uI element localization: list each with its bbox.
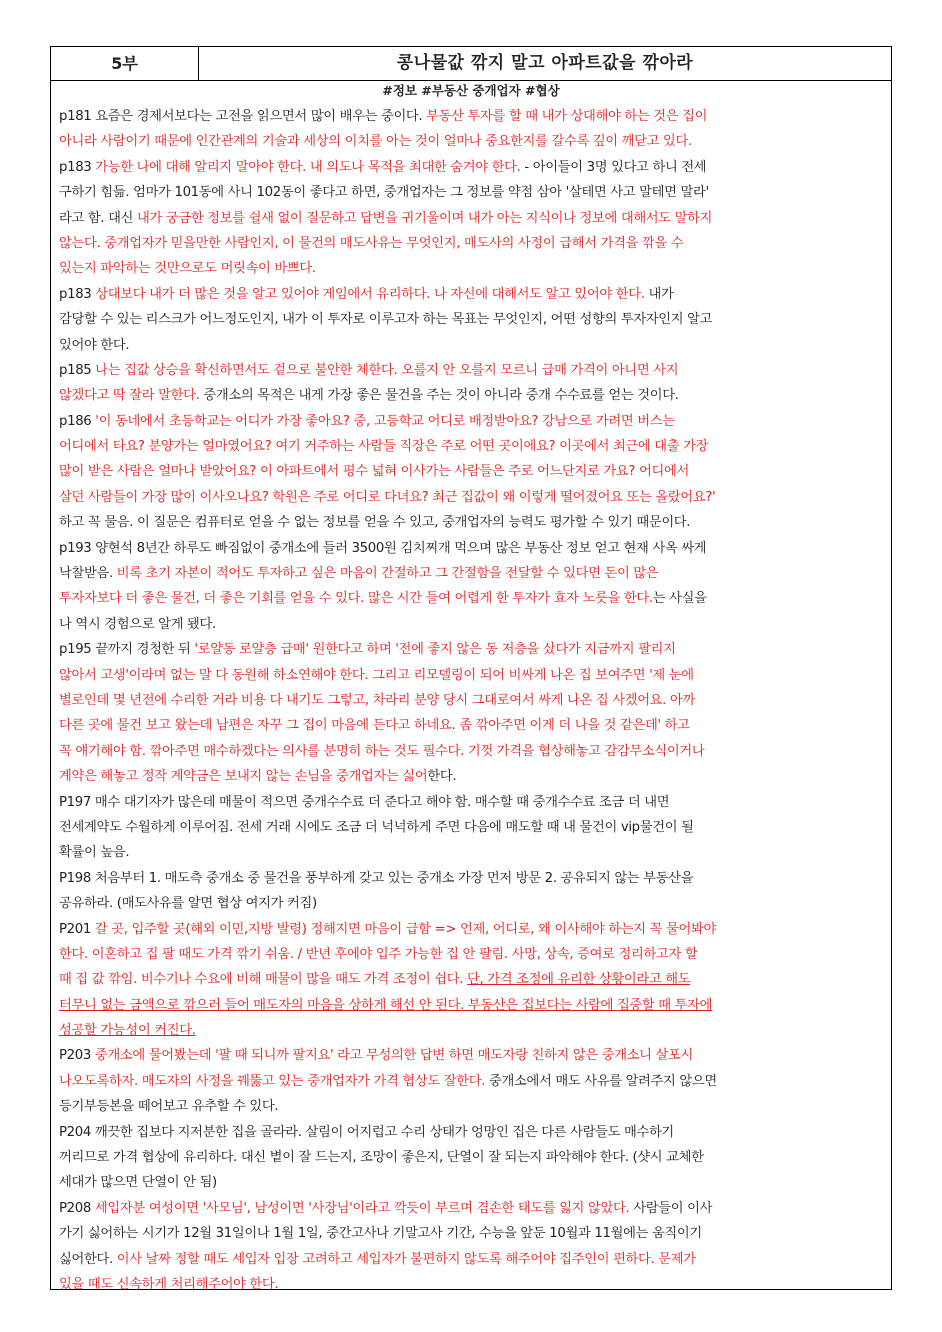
text-segment: 아니라 사람이기 때문에 인간관계의 기술과 세상의 이치를 아는 것이 얼마나 중요한지를 갈수록 깊이 깨닫고 있다. — [59, 134, 692, 150]
text-segment: 성공할 가능성이 커진다. — [59, 1023, 196, 1039]
text-line — [59, 866, 883, 891]
text-segment: 낙찰받음. — [59, 566, 117, 582]
text-line — [59, 536, 883, 561]
text-line — [59, 891, 883, 916]
text-segment: 않아서 고생'이라며 없는 말 다 동원해 하소연해야 한다. 그리고 리모델링이 되어 비싸게 나온 집 보여주면 '제 눈에 — [59, 667, 694, 683]
text-segment: 이사 날짜 정할 때도 세입자 입장 고려하고 세입자가 불편하지 않도록 해주어야 집주인이 편하다. 문제가 — [116, 1251, 696, 1267]
text-segment: 는 사실을 — [652, 591, 707, 607]
text-segment: P203 — [59, 1048, 95, 1064]
text-line — [59, 917, 883, 942]
text-line — [59, 409, 883, 434]
text-line — [59, 1018, 883, 1043]
text-segment: P201 — [59, 921, 95, 937]
text-segment: 하고 꼭 물음. 이 질문은 컴퓨터로 얻을 수 없는 정보를 얻을 수 있고, 중개업자의 능력도 평가할 수 있기 때문이다. — [59, 515, 691, 531]
text-segment: 가기 싫어하는 시기가 12월 31일이나 1월 1일, 중간고사나 기말고사 기간, 수능을 앞둔 10월과 11월에는 움직이기 — [59, 1226, 702, 1242]
text-line — [59, 586, 883, 611]
text-line — [59, 1069, 883, 1094]
text-line — [59, 942, 883, 967]
text-segment: 계약은 해놓고 정작 계약금은 보내지 않는 손님을 중개업자는 싫어 — [59, 769, 428, 785]
text-line — [59, 180, 883, 205]
text-line — [59, 1196, 883, 1221]
text-line — [59, 510, 883, 535]
text-line — [59, 1170, 883, 1195]
text-segment: 별로인데 몇 년전에 수리한 거라 비용 다 내기도 그렇고, 차라리 분양 당시 그대로여서 싸게 나온 집 사겠어요. 아까 — [59, 692, 695, 708]
text-segment: 부동산 투자를 할 때 내가 상대해야 하는 것은 집이 — [426, 109, 708, 124]
text-segment: 않겠다고 딱 잘라 말한다. — [59, 388, 200, 404]
text-segment: 싫어한다. — [59, 1251, 117, 1267]
text-line — [59, 129, 883, 154]
text-segment: 상대보다 내가 더 많은 것을 알고 있어야 게임에서 유리하다. 나 자신에 대해서도 알고 있어야 한다. — [95, 286, 645, 302]
text-segment: p183 — [59, 159, 96, 175]
text-segment: 있는지 파악하는 것만으로도 머릿속이 바쁘다. — [59, 261, 316, 277]
text-segment: P204 깨끗한 집보다 지저분한 집을 골라라. 살림이 어지럽고 수리 상태가 엉망인 집은 다른 사람들도 매수하기 — [59, 1124, 674, 1140]
text-segment: 꺼리므로 가격 협상에 유리하다. 대신 볕이 잘 드는지, 조망이 좋은지, 단열이 잘 되는지 파악해야 한다. (샷시 교체한 — [59, 1150, 704, 1166]
text-line — [59, 434, 883, 459]
text-segment: 살던 사람들이 가장 많이 이사오나요? 학원은 주로 어디로 다녀요? 최근 집값이 왜 이렇게 떨어졌어요 또는 올랐어요?' — [59, 489, 716, 505]
text-segment: p181 요즘은 경제서보다는 고전을 읽으면서 많이 배우는 중이다. — [59, 109, 427, 124]
text-segment: 구하기 힘듦. 엄마가 101동에 사니 102동이 좋다고 하면, 중개업자는 그 정보를 약점 삼아 '살테면 사고 말테면 말라' — [59, 185, 709, 201]
text-segment: '이 동네에서 초등학교는 어디가 가장 좋아요? 중, 고등학교 어디로 배정받아요? 강남으로 가려면 버스는 — [95, 413, 675, 429]
text-line — [59, 967, 883, 992]
part-label: 5부 — [51, 47, 199, 80]
text-line — [59, 688, 883, 713]
text-segment: '로얄동 로얄층 급매' 원한다고 하며 '전에 좋지 않은 동 저층을 샀다가 지금까지 팔리지 — [194, 642, 676, 658]
text-segment: p193 양현석 8년간 하루도 빠짐없이 중개소에 들러 3500원 김치찌개 먹으며 많은 부동산 정보 얻고 현재 사옥 싸게 — [59, 540, 707, 556]
text-line — [59, 256, 883, 281]
text-segment: p185 — [59, 362, 96, 378]
text-line — [59, 282, 883, 307]
text-line — [59, 815, 883, 840]
text-line — [59, 663, 883, 688]
text-segment: 한다. — [427, 769, 457, 785]
text-segment: 어디에서 타요? 분양가는 얼마였어요? 여기 거주하는 사람들 직장은 주로 어떤 곳이에요? 이곳에서 최근에 대출 가장 — [59, 439, 709, 455]
text-line — [59, 459, 883, 484]
text-line — [59, 307, 883, 332]
text-line — [59, 1272, 883, 1297]
hashtags: #정보 #부동산 중개업자 #협상 — [382, 83, 560, 98]
text-segment: P208 — [59, 1200, 95, 1216]
text-line — [59, 1120, 883, 1145]
text-line — [59, 231, 883, 256]
text-segment: 전세계약도 수월하게 이루어짐. 전세 거래 시에도 조금 더 넉넉하게 주면 다음에 매도할 때 내 물건이 vip물건이 될 — [59, 819, 694, 835]
text-line — [59, 1094, 883, 1119]
text-segment: 공유하라. (매도사유를 알면 협상 여지가 커짐) — [59, 896, 317, 912]
text-segment: 갈 곳, 입주할 곳(해외 이민,지방 발령) 정해지면 마음이 급함 => 언제, 어디로, 왜 이사해야 하는지 꼭 물어봐야 — [94, 921, 716, 937]
text-line — [59, 1221, 883, 1246]
text-line — [59, 383, 883, 408]
text-line — [59, 561, 883, 586]
notes-sheet — [50, 46, 892, 1290]
text-line — [59, 155, 883, 180]
text-segment: 사람들이 이사 — [629, 1200, 713, 1216]
text-segment: 꼭 얘기해야 함. 깎아주면 매수하겠다는 의사를 분명히 하는 것도 필수다. 기껏 가격을 협상해놓고 감감무소식이거나 — [59, 743, 705, 759]
text-segment: 나 역시 경험으로 알게 됐다. — [59, 616, 216, 632]
text-segment: 등기부등본을 떼어보고 유추할 수 있다. — [59, 1099, 279, 1115]
header-row — [51, 47, 891, 81]
text-line — [59, 790, 883, 815]
text-segment: 내가 — [644, 286, 674, 302]
text-segment: 중개소에서 매도 사유를 알려주지 않으면 — [485, 1073, 717, 1089]
notes-body — [59, 104, 883, 1297]
text-segment: 중개소의 목적은 내게 가장 좋은 물건을 주는 것이 아니라 중개 수수료를 얻는 것이다. — [199, 388, 679, 404]
text-segment: 라고 함. 대신 — [59, 210, 137, 226]
text-segment: 다른 곳에 물건 보고 왔는데 남편은 자꾸 그 집이 마음에 든다고 하네요. 좀 깎아주면 이게 더 나을 것 같은데' 하고 — [59, 718, 690, 734]
text-segment: 비록 초기 자본이 적어도 투자하고 싶은 마음이 간절하고 그 간절함을 전달할 수 있다면 돈이 많은 — [116, 566, 659, 582]
text-line — [59, 739, 883, 764]
text-line — [59, 764, 883, 789]
text-line — [59, 1145, 883, 1170]
text-line — [59, 333, 883, 358]
text-line — [59, 1247, 883, 1272]
text-segment: 때 집 값 깎임. 비수기나 수요에 비해 매물이 많을 때도 가격 조정이 쉽다. — [59, 972, 468, 988]
text-segment: 한다. 이혼하고 집 팔 때도 가격 깎기 쉬움. / 반년 후에야 입주 가능한 집 안 팔림. 사망, 상속, 증여로 정리하고자 할 — [59, 946, 698, 962]
text-segment: 가능한 나에 대해 알리지 말아야 한다. 내 의도나 목적을 최대한 숨겨야 한다. — [95, 159, 521, 175]
text-segment: 세입자분 여성이면 '사모님', 남성이면 '사장님'이라고 깍듯이 부르며 겸손한 태도를 잃지 않았다. — [94, 1200, 630, 1216]
text-line — [59, 612, 883, 637]
text-segment: 내가 궁금한 정보를 쉴새 없이 질문하고 답변을 귀기울이며 내가 아는 지식이나 정보에 대해서도 말하지 — [136, 210, 713, 226]
text-segment: 있어야 한다. — [59, 337, 130, 353]
text-segment: P197 매수 대기자가 많은데 매물이 적으면 중개수수료 더 준다고 해야 함. 매수할 때 중개수수료 조금 더 내면 — [59, 794, 670, 810]
text-line — [59, 993, 883, 1018]
text-segment: 투자자보다 더 좋은 물건, 더 좋은 기회를 얻을 수 있다. 많은 시간 들여 어렵게 한 투자가 효자 노릇을 한다. — [59, 591, 653, 607]
text-segment: 않는다. 중개업자가 믿을만한 사람인지, 이 물건의 매도사유는 무엇인지, 매도사의 사정이 급해서 가격을 깎을 수 — [59, 235, 684, 251]
text-line — [59, 840, 883, 865]
text-segment: 감당할 수 있는 리스크가 어느정도인지, 내가 이 투자로 이루고자 하는 목표는 무엇인지, 어떤 성향의 투자자인지 알고 — [59, 312, 713, 328]
text-segment: - 아이들이 3명 있다고 하니 전세 — [520, 159, 707, 175]
text-segment: 세대가 많으면 단열이 안 됨) — [59, 1175, 217, 1191]
text-segment: 중개소에 물어봤는데 '팔 때 되니까 팔지요' 라고 무성의한 답변 하면 매도자랑 친하지 않은 중개소니 살포시 — [94, 1048, 694, 1064]
text-segment: P198 처음부터 1. 매도측 중개소 중 물건을 풍부하게 갖고 있는 중개소 가장 먼저 방문 2. 공유되지 않는 부동산을 — [59, 870, 694, 886]
text-segment: 많이 받은 사람은 얼마나 받았어요? 이 아파트에서 평수 넓혀 이사가는 사람들은 주로 어느단지로 가요? 어디에서 — [59, 464, 689, 480]
text-line — [59, 1043, 883, 1068]
text-line — [59, 637, 883, 662]
text-segment: 터무니 없는 금액으로 깎으러 들어 매도자의 마음을 상하게 해선 안 된다. 부동산은 집보다는 사람에 집중할 때 투자에 — [59, 997, 713, 1013]
text-line — [59, 713, 883, 738]
text-line — [59, 206, 883, 231]
text-line — [59, 104, 883, 129]
text-segment: p183 — [59, 286, 96, 302]
text-segment: 나는 집값 상승을 확신하면서도 겉으로 불안한 체한다. 오를지 안 오를지 모르니 급매 가격이 아니면 사지 — [95, 362, 679, 378]
text-segment: p195 끝까지 경청한 뒤 — [59, 642, 195, 658]
text-segment: 단, 가격 조정에 유리한 상황이라고 해도 — [467, 972, 691, 988]
text-segment: 확률이 높음. — [59, 845, 130, 861]
text-line — [59, 485, 883, 510]
text-segment: 있을 때도 신속하게 처리해주어야 한다. — [59, 1276, 279, 1292]
text-line — [59, 358, 883, 383]
chapter-title: 콩나물값 깎지 말고 아파트값을 깎아라 — [396, 53, 694, 73]
text-segment: 나오도록하자. 매도자의 사정을 꿰뚫고 있는 중개업자가 가격 협상도 잘한다. — [59, 1073, 486, 1089]
text-segment: p186 — [59, 413, 96, 429]
